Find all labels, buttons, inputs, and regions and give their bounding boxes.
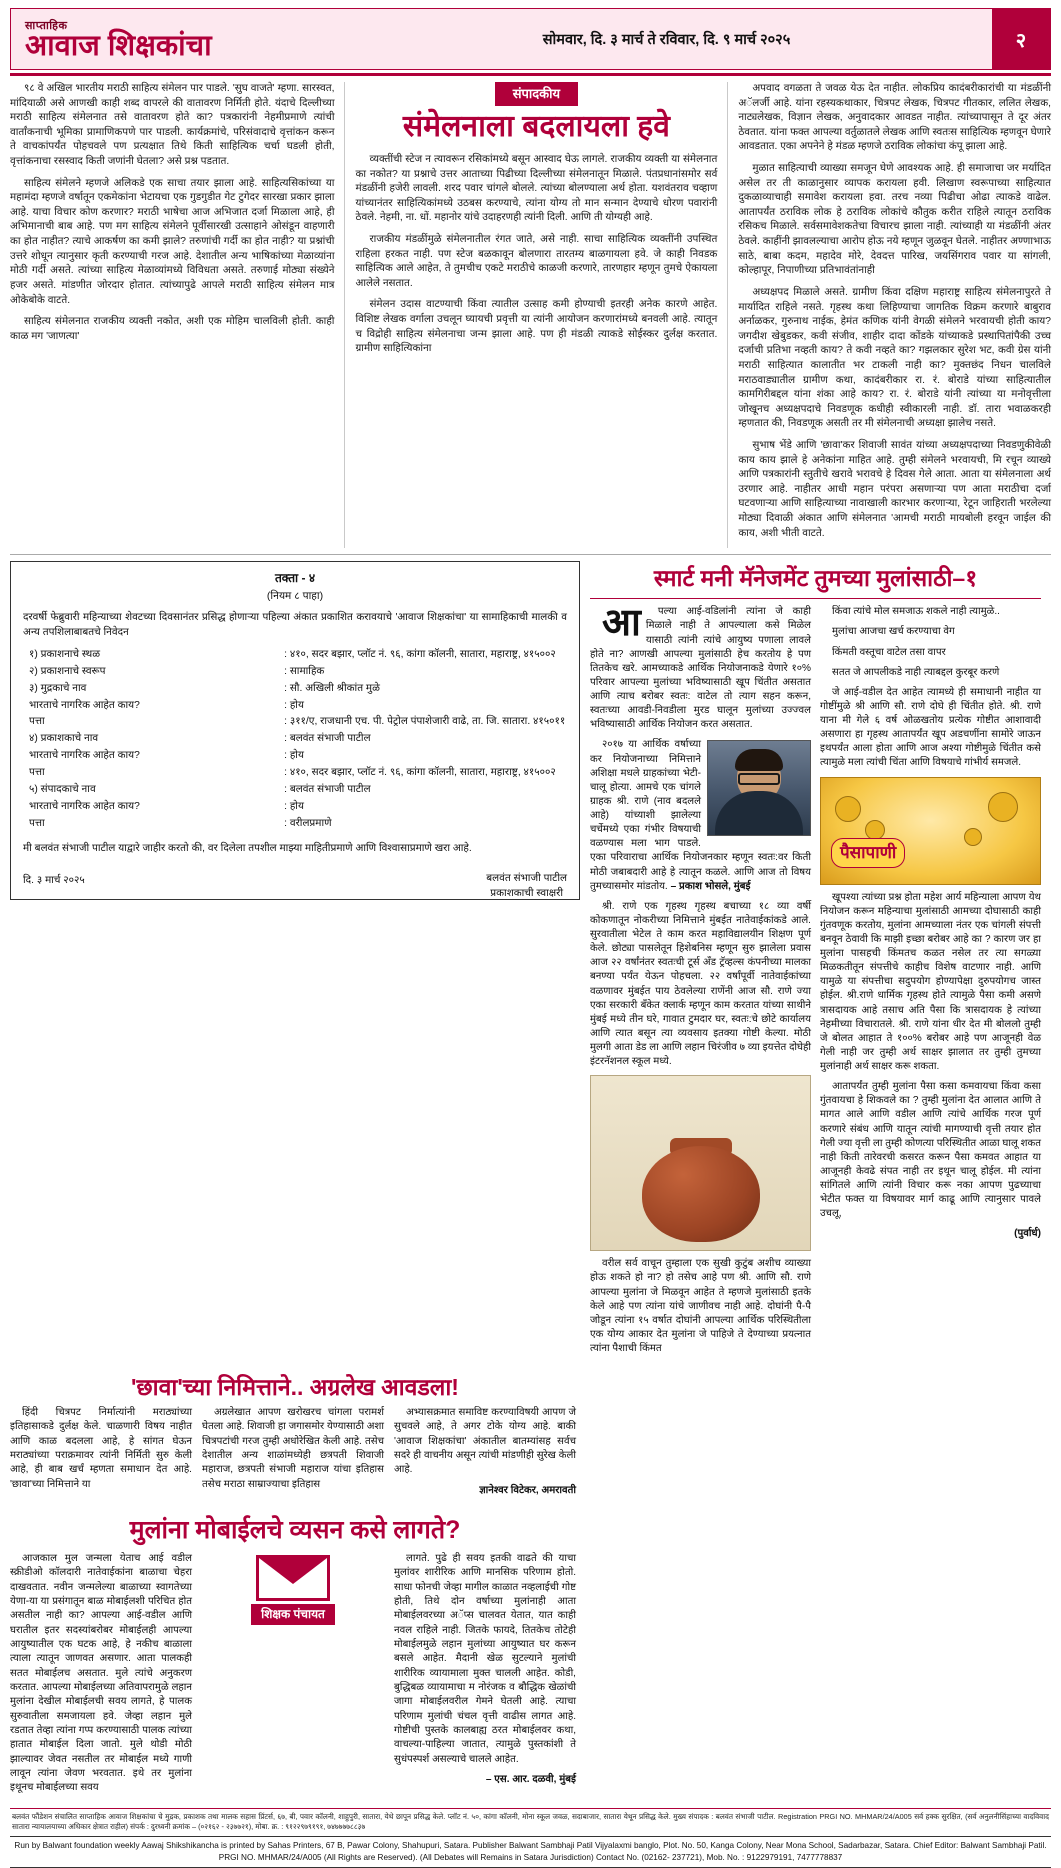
- paragraph: सतत जे आपलीकडे नाही त्याबद्दल कुरबूर करणे: [832, 666, 1000, 678]
- paragraph: आजकाल मुल जन्मला येताच आई वडील स्क्रीडीओ कॉलदारी नातेवाईकांना बाळाचा चेहरा दाखवतात. नवीन जन्मलेल्या बाळाच्या स्वागतेच्या येणा-या या प्रसंगातून बाळ मोबाईलशी परिचित होत असतील नाही का? आपल्या आई-वडील आणि घरातील इतर सदस्यांबरोबर मोबाईलही आपल्या आयुष्यातील एक घटक आहे, हे नकीच बाळाला त्याला त्यातून जाणवत असणार. आता पालकही सतत मोबाईलच असतात. मुले त्यांचे अनुकरण करतात. आपल्या मोबाईलच्या अतिवापरामुळे लहान मुलांना देखील मोबाईलची सवय लागते, हे पालक सुरुवातीला समजायला हवे. जेव्हा लहान मुले रडतात तेव्हा त्यांना गप्प करण्यासाठी पालक त्यांच्या हातात मोबाईल दिला जातो. मुले थोडी मोठी झाल्यावर जेवत नसतील तर मोबाईल मध्ये गाणी लावून त्यांना जेवण भरवतात. इथे तर मुलांना इथूनच मोबाईलच्या सवय: [10, 1553, 192, 1794]
- notice-key: ५) संपादकाचे नाव: [29, 784, 96, 796]
- paragraph-with-dropcap: [590, 602, 811, 732]
- notice-value: : बलवंत संभाजी पाटील: [284, 732, 567, 747]
- notice-row: [23, 665, 567, 680]
- paragraph: किंमती वस्तूचा वाटेल तसा वापर: [832, 646, 946, 658]
- chhava-column-1: [10, 1406, 192, 1504]
- paragraph: खूपश्या त्यांच्या प्रश्न होता महेश आर्य महिन्याला आपण येथ नियोजन करून महिन्याचा मुलांसाठी आमच्या दोघासाठी काही गुंतवणूक करतोय, मुलांना आमच्याला नंतर एक चांगली संपत्ती बनवून ठेवावी कि माझी इच्छा बरोबर आहे का ? कारण जर हा मुलांना पासहची किंमतच कळत नसेल तर त्या सगळ्या मिळकतीतून संपत्तीचे काहीच विशेष वाटणार नाही. आणि यामुळे या संपत्तीचा सदुपयोग होण्यापेक्षा दुरुपयोगच जास्त होईल. श्री.राणे धार्मिक गृहस्थ होते त्यामुळे पैसा कमी असणे त्रासदायक आहे तसाच अति पैसा कि त्रासदायक हे त्यांच्या नेहमीच्या विचारातले. श्री. राणे यांना धीर देत मी बोललो तुम्ही जे बोलत आहात ते १००% बरोबर आहे पण आजूनही वेळ गेली नाही जर तुम्ही अर्थ साक्षर झालात तर तुम्ही तुमच्या मुलांनाही अर्थ साक्षर करू शकता.: [820, 891, 1041, 1073]
- notice-key: पत्ता: [29, 817, 45, 829]
- author-byline: – प्रकाश भोसले, मुंबई: [670, 880, 751, 892]
- column-divider: [344, 82, 345, 548]
- editorial-column-1: [10, 82, 334, 548]
- notice-key: २) प्रकाशनाचे स्वरूप: [29, 665, 106, 677]
- paragraph: अग्रलेखात आपण खरोखरच चांगला परामर्श घेतला आहे. शिवाजी हा जगासमोर येण्यासाठी अशा चित्रपटांची गरज तुम्ही अधोरेखित केली आहे. तसेच देशातील अन्य शाळांमध्येही छत्रपती शिवाजी महाराज, छत्रपती संभाजी महाराज यांचा इतिहास तसेच मराठा साम्राज्याचा इतिहास: [202, 1407, 384, 1490]
- notice-row: [23, 766, 567, 781]
- smart-money-headline: स्मार्ट मनी मॅनेजमेंट तुमच्या मुलांसाठी–१: [590, 561, 1041, 599]
- notice-value: : वरीलप्रमाणे: [284, 817, 567, 832]
- article-author: – एस. आर. दळवी, मुंबई: [485, 1774, 576, 1786]
- page-number: २: [992, 9, 1050, 69]
- notice-key: पत्ता: [29, 767, 45, 779]
- notice-key: भारताचे नागरिक आहेत काय?: [29, 699, 140, 711]
- notice-key: ४) प्रकाशकाचे नाव: [29, 733, 99, 745]
- notice-key: भारताचे नागरिक आहेत काय?: [29, 750, 140, 762]
- mobile-column-2: [202, 1552, 384, 1802]
- paragraph: राजकीय मंडळींमुळे संमेलनातील रंगत जाते, असे नाही. साचा साहित्यिक व्यक्तींनी उपस्थित राहिला हरकत नाही. पण स्टेज बळकावून बोलणारा तारतम्य बाळगायला हवे. जे काही निवडक साहित्यिक आले आहेत, ते तुमचीच एकटे मराठीचे काळजी करणारे, तारणहार म्हणून तुमचे ऐकायला आलेले नसतात.: [355, 234, 718, 289]
- signature-role: प्रकाशकाची स्वाक्षरी: [490, 888, 564, 900]
- paragraph: साहित्य संमेलनात राजकीय व्यक्ती नकोत, अशी एक मोहिम चालविली होती. काही काळ मग 'जाणत्या': [10, 316, 335, 342]
- notice-value: : होय: [284, 800, 567, 815]
- paragraph: किंवा त्यांचे मोल समजाऊ शकले नाही त्यामुळे..: [832, 606, 1000, 618]
- dropcap: आ: [602, 602, 641, 645]
- section-divider: [10, 554, 1051, 555]
- mobile-columns: [10, 1552, 580, 1802]
- mobile-column-1: [10, 1552, 192, 1802]
- paragraph: श्री. राणे एक गृहस्थ गृहस्थ बचाच्या १८ व्या वर्षी कोकणातून नोकरीच्या निमित्ताने मुंबईत नातेवाईकांकडे आले. सुरवातीला भेटेल ते काम करत महाविद्यालयीन शिक्षण पूर्ण केले. छोट्या पासलेतून हिशेबनिस म्हणून सुरु झालेला प्रवास आज २२ वर्षांनंतर स्वतःची टूर्स अँड ट्रॅव्हल्स कंपनीच्या मालका बनण्या पर्यंत येऊन पोहचला. २२ वर्षांपूर्वी नातेवाईकांच्या वळणावर मुंबईत पाय ठेवलेल्या राणेंनी आज सौ. राणे ज्या एका सरकारी बँकेत क्लार्क म्हणून काम करतात यांच्या साथीने मुंबई मध्ये तीन घरे, गावात टुमदार घर, स्वतः:चे छोटे कार्यालय आणि त्यात बसून त्या व्यवसाय इतक्या गोष्टी केल्या. मोठी मुलगी आता डेड ला आणि लहान चिरंजीव ७ व्या इयत्तेत दोघेही इंटरनॅशनल स्कूल मध्ये.: [590, 900, 811, 1068]
- notice-value: : होय: [284, 699, 567, 714]
- editorial-column-2: [355, 82, 717, 548]
- notice-row: [23, 749, 567, 764]
- notice-row: [23, 715, 567, 730]
- paragraph: ९८ वे अखिल भारतीय मराठी साहित्य संमेलन पार पाडले. 'सुघ वाजते' म्हणा. सारस्वत, मांदियाळी असे आणखी काही शब्द वापरले की वातावरण निर्मिती होते. यंदाचे दिल्लीच्या मराठी साहित्य संमेलनात तसे वातावरण होते का? पत्रकारांनी नेहमीप्रमाणे त्यांची वार्तांकनाची भूमिका प्रामाणिकपणे पार पाडली. कार्यक्रमांचे, परिसंवादाचे वृत्तांकन करून ते वाचकांपर्यंत पोहचवले पण प्रत्यक्षात तिथे किती साहित्यिक चर्चा घडली होती, वृत्तांकनाचा रसस्वाद किती जणांनी घेतला? असे प्रश्न पडतात.: [10, 83, 335, 168]
- paragraph: [590, 738, 811, 893]
- notice-key: ३) मुद्रकाचे नाव: [29, 682, 87, 694]
- notice-row: [23, 783, 567, 798]
- editorial-column-3: [738, 82, 1051, 548]
- notice-key: १) प्रकाशनाचे स्थळ: [29, 648, 101, 660]
- notice-row: [23, 648, 567, 663]
- photo-glasses: [738, 773, 780, 785]
- notice-date: दि. ३ मार्च २०२५: [23, 874, 85, 886]
- notice-title: तक्ता - ४: [274, 571, 316, 586]
- author-photo: [707, 740, 811, 836]
- notice-row: [23, 800, 567, 815]
- masthead-title: आवाज शिक्षकांचा: [25, 30, 212, 63]
- paragraph: सुभाष भेंडे आणि 'छावा'कर शिवाजी सावंत यांच्या अध्यक्षपदाच्या निवडणुकीवेळी काय काय झाले हे अनेकांना माहित आहे. तुम्ही संमेलने भरवायची, मि रचून व्याख्ये आणि पत्रकारांनी स्तुतीचे खरावे भरावचे हे दिवस गेले आता. आता या संमेलनाला अर्थ उरणार आहे. नाहीतर आधी महान परंपरा असणाऱ्या पण आता मराठीचा दर्जा घटवणाऱ्या आणि साहित्याच्या नावाखाली कारभार करणाऱ्या, रेटून जाहिराती भरलेल्या मोठ्या दिवाळी अंकात आणि संमेलनात 'आमची मराठी मायबोली हरवून जाईल की काय, अशी भीती वाटते.: [738, 440, 1051, 539]
- paragraph: अपवाद वगळता ते जवळ येऊ देत नाहीत. लोकप्रिय कादंबरीकारांची या मंडळींनी अॅलर्जी आहे. यांना रहस्यकथाकार, चित्रपट लेखक, चित्रपट गीतकार, ललित लेखक, नाट्यलेखक, विज्ञान लेखक, अनुवादकार आवडत नाहीत. त्यांच्यापासून ते दूर अंतर ठेवतात. यांना फक्त आपल्या वर्तुळातले लेखक आणि स्वतःस साहित्यिक म्हणवून घेणारे आवडतात. एका अपनेने हे मंडळ म्हणजे ठराविक लोकांचा कंपू झाला आहे.: [738, 83, 1051, 153]
- footer-english: Run by Balwant foundation weekly Aawaj Shikshikancha is printed by Sahas Printers, 67 B, Pawar Colony, Shahupuri, Satara. Publisher Balwant Sambhaji Patil Vijyalaxmi banglo, Plot. No. 50, Kanga Colony, Near Mona School, Sadarbazar, Satara. Chief Editor: Balwant Sambhaji Patil. PRGI NO. MHMAR/24/A005 (All Rights are Reserved). (All Debates will Remains in Satara Jurisdiction) Contact No. (02162- 237721), Mob. No. : 9122979191, 7477778837: [10, 1836, 1051, 1868]
- photo-hair: [735, 749, 783, 771]
- notice-declaration: मी बलवंत संभाजी पाटील याद्वारे जाहीर करतो की, वर दिलेला तपशील माझ्या माहितीप्रमाणे आणि विश्वासाप्रमाणे खरा आहे.: [23, 842, 472, 854]
- coin-icon: [988, 792, 1018, 822]
- masthead-kicker: साप्ताहिक: [25, 20, 68, 33]
- notice-lead: दरवर्षी फेब्रुवारी महिन्याच्या शेवटच्या दिवसानंतर प्रसिद्ध होणाऱ्या पहिल्या अंकात प्रकाशित करावयाचे 'आवाज शिक्षकांचा' या सामाहिकाची मालकी व अन्य तपशिलाबाबतचे निवेदन: [23, 611, 567, 638]
- mobile-headline: मुलांना मोबाईलचे व्यसन कसे लागते?: [129, 1516, 461, 1545]
- editorial-badge: संपादकीय: [495, 82, 578, 106]
- mobile-column-3: [394, 1552, 576, 1802]
- chhava-column-2: [202, 1406, 384, 1504]
- footer-marathi: बलवंत फौंडेशन संचालित साप्ताहिक आवाज शिक्षकांचा चे मुद्रक, प्रकाशक तथा मालक सहास प्रिंटर्स, ६७, बी, पवार कॉलनी, शाहुपुरी, सातारा, येथे छापून प्रसिद्ध केले. प्लॉट नं. ५०, कांगा कॉलनी, मोना स्कूल जवळ, सदाबाजार, सातारा येथून प्रसिद्ध केले. मुख्य संपादक : बलवंत संभाजी पाटील. Registration PRGI NO. MHMAR/24/A005 सर्व हक्क सुरक्षित, (सर्व अनुलनीसिंहाच्या वादविवाद सातारा न्यायालयाच्या अधिकार क्षेत्रात राहील) संपर्क : दुरध्वनी क्रमांक – (०२१६२ - २३७७२१), मोबा. क्र. : ९१२२९७९१९१, ७४७७७७८८३७: [12, 1811, 1049, 1831]
- paragraph: लागते. पुढे ही सवय इतकी वाढते की याचा मुलांवर शारीरिक आणि मानसिक परिणाम होतो. साधा फोनची जेव्हा मागील काळात नव्हलाईची गोष्ट होती, तिथे दोन वर्षाच्या मुलांनाही आता मोबाईलवरच्या अॅप्स चालवत येतात, यात काही नवल राहिले नाही. जितके फायदे, तितकेच तोटेही मोबाईलमुळे लहान मुलांच्या आयुष्यात घर करून बसले आहेत. मैदानी खेळ सुटल्याने मुलांची शारीरिक व्यायामाला मुक्त चालली आहेत. कोडी, बुद्धिबळ व्यायामाचा म नोरंजक व बौद्धिक खेळांची जागा मोबाईलवरील गेमने घेतली आहे. त्याचा परिणाम मुलांची चंचल वृत्ती वाढीस लागत आहे. गोष्टीची पुस्तके कालबाह्य ठरत मोबाईलवर कथा, वाचल्या-पाहिल्या जातात, त्यामुळे पुस्तकांशी ते सुधंपस्पर्श असल्याचे चालले आहेत.: [394, 1553, 576, 1765]
- smart-money-column-2: [820, 605, 1041, 1362]
- envelope-icon: [256, 1555, 330, 1601]
- paragraph: अभ्यासक्रमात समाविष्ट करण्याविषयी आपण जे सुचवले आहे, ते अगर टोके योग्य आहे. बाकी 'आवाज शिक्षकांचा' अंकातील बातम्यांसह सर्वच सदरे ही वाचनीय असून त्यांची मांडणीही सुरेख केली आहे.: [394, 1407, 576, 1476]
- notice-row: [23, 699, 567, 714]
- smart-money-column-1: [590, 602, 811, 1362]
- coin-icon: [865, 820, 885, 840]
- paragraph: व्यक्तींची स्टेज न त्यावरून रसिकांमध्ये बसून आस्वाद घेऊ लागले. राजकीय व्यक्ती या संमेलनात का नकोत? या प्रश्नाचे उत्तर आताच्या पिढीच्या दिल्लीच्या संमेलनातून मिळाले. पंतप्रधानांसमोर सर्व मंडळींनी हजेरी लावली. शरद पवार चांगले बोलले. त्यांच्या बोलण्याला अर्थ होता. यशवंतराव चव्हाण यांच्यानंतर साहित्यिकांमध्ये उठबस करण्याचे, त्यांना योग्य तो मान सन्मान देण्याचे धोरण पवारांनी ठेवले. नेहमी, ना. धों. महानोर यांचे उदाहरणही त्यांनी दिली. आणि ती योग्यही आहे.: [355, 153, 718, 224]
- paisapani-label: पैसापाणी: [831, 838, 905, 868]
- notice-subtitle: (नियम ८ पाहा): [266, 589, 324, 602]
- ownership-notice: [10, 561, 580, 899]
- paragraph-text: २०१७ या आर्थिक वर्षाच्या कर नियोजनाच्या निमित्ताने अशिक्षा मधले ग्राहकांच्या भेटी-चालू होत्या. आमचे एक चांगले ग्राहक श्री. राणे (नाव बदलले आहे) यांच्याशी झालेल्या चर्चेमध्ये एका गंभीर विषयाची वळण्यास मला भाग पाडले. एका परिवाराचा आर्थिक नियोजनकार म्हणून स्वतः:वर किती मोठी जबाबदारी आहे हे त्यातून कळले. आणि आज तो विषय तुमच्यासमोर मांडतोय.: [590, 739, 811, 892]
- paragraph: मुलांचा आजचा खर्च करण्याचा वेग: [832, 626, 955, 638]
- editorial-headline: संमेलनाला बदलायला हवे: [402, 110, 670, 144]
- coin-icon: [964, 828, 982, 846]
- notice-row: [23, 732, 567, 747]
- notice-value: : ४१०, सदर बझार, प्लॉट नं. ९६, कांगा कॉलनी, सातारा, महाराष्ट्र, ४१५००२: [284, 648, 567, 663]
- shikshak-panchayat-logo: [231, 1555, 355, 1631]
- paisapani-logo: [820, 777, 1041, 885]
- notice-row: [23, 682, 567, 697]
- masthead-brand: [11, 9, 341, 69]
- paragraph: साहित्य संमेलने म्हणजे अलिकडे एक साचा तयार झाला आहे. साहित्यसिकांच्या या महामंदा म्हणजे वर्षातून एकमेकांना भेटायचा एक गुडगुडीत गेट टुगेदर सारखा प्रकार झाला आहे. याचा विचार कोण करणार? मराठी भाषेचा आज अभिजात दर्जा मिळाला आहे, ही अभिमानाची बाब आहे. पण मग साहित्य संमेलने पूर्वीसारखी उत्साहाने ओसंडून वाहणारी का होत नाहीत? त्याचे आकर्षण का कमी झाले? तरुणांची गर्दी का होत नाही? या प्रश्नांची उत्तरे शोधून त्यानुसार कृती करण्याची गरज आहे. देशातील अन्य भाषिकांच्या मेळाव्यांना मोठी गर्दी असते. त्यांच्या साहित्य मेळाव्यांमध्ये विविधता असते. तरुणाई मोठ्या संख्येने हजर असते. मांडणीत जोरदार होतात. त्यांच्यापुढे आपले मराठी साहित्य संमेलन मात्र ओकेबोके वाटते.: [10, 177, 335, 306]
- paragraph: जे आई-वडील देत आहेत त्यामध्ये ही समाधानी नाहीत या गोष्टींमुळे श्री आणि सौ. राणे दोघे ही चिंतीत होते. श्री. राणे याना मी गेले ६ वर्ष ओळखतोय प्रत्येक गोष्टीत आशावादी असणारा हा गृहस्थ आतापर्यंत खूप अडचणींना सामोरे जाऊन इथपर्यंत आला होता आणि आज अश्या गोष्टीमुळे चिंतीत कसे त्यामुळे मला त्यांची चिंता आणि विषयाचे गांभीर्य समजले.: [820, 686, 1041, 769]
- notice-key: पत्ता: [29, 716, 45, 728]
- notice-row: [23, 817, 567, 832]
- money-pot-photo: [590, 1075, 811, 1251]
- paragraph: मुळात साहित्याची व्याख्या समजून घेणे आवश्यक आहे. ही समाजाचा जर मर्यादित असेल तर ती काळानुसार व्यापक करायला हवी. लिखाण स्वरूपाच्या साहित्यात दुकळाव्याचाही समावेश करायला हवा. तरच नव्या पिढीचा ओढा त्याकडे वाढेल. आतापर्यंत ठराविक लोक हे ठराविक लोकांचे कौतुक करीत राहिले त्यातून ठराविक रसिकच मिळाले. सर्वसमावेशकतेचा विचारच झाला नाही. त्यांच्याही या मंडळींनी अंतर ठेवले. काहींनी झावलल्याचा आरोप होऊ नये म्हणून जुळवून घेतले. नाहीतर अण्णाभाऊ साठे, बाबा कदम, महादेव मोरे, देवदत्त पारिख, जयसिंगराव पवार या सांगली, कोल्हापूर, निपाणीच्या प्रतिभावंतांनाही: [738, 163, 1051, 277]
- middle-section: [10, 561, 1051, 1362]
- logo-label: शिक्षक पंचायत: [251, 1604, 335, 1625]
- notice-value: : ४१०, सदर बझार, प्लॉट नं. ९६, कांगा कॉलनी, सातारा, महाराष्ट्र, ४१५००२: [284, 766, 567, 781]
- notice-value: : बलवंत संभाजी पाटील: [284, 783, 567, 798]
- paragraph: आतापर्यंत तुम्ही मुलांना पैसा कसा कमवायचा किंवा कसा गुंतवायचा हे शिकवले का ? तुम्ही मुलांना देत आलात आणि ते मागत आले आणि वडील आणि त्यांचे आर्थिक गरज पूर्ण करणारे संबंध आणि यातून त्यांची मागण्याची वृत्ती तयार होत गेली ज्या वृत्ती ला तुम्ही कोणत्या परिस्थितीत आळा घालू शकत नाही किती तारेवरची कसरत करून पैसा कमवत आहात या आजूनही केवढे संपत नाही तर इथून चालू होईल. मी त्यांना सांगितले आणि त्यांनी विचार करू नका आपण पुढच्याचा भेटीत फक्त या विषयावर मार्ग काढू आणि त्यानुसार पावले उचलू,: [820, 1081, 1041, 1220]
- notice-value: : होय: [284, 749, 567, 764]
- column-divider: [727, 82, 728, 548]
- masthead-date: सोमवार, दि. ३ मार्च ते रविवार, दि. ९ मार्च २०२५: [542, 32, 791, 48]
- masthead-rule: [10, 73, 1051, 76]
- coin-icon: [835, 796, 861, 822]
- chhava-column-3: [394, 1406, 576, 1504]
- paragraph: अध्यक्षपद मिळाले असते. ग्रामीण किंवा दक्षिण महाराष्ट्र साहित्य संमेलनापुरते ते मार्यादित राहिले नसते. गृहस्थ कथा लिहिण्याचा जागतिक विक्रम करणारे बाबुराव अर्नाळकर, गुरुनाथ नाईक, हेमंत कणिक यांनी वेगळी संमेलने भरवायची होती काय? जगदीश खेबुडकर, कवी संजीव, शाहीर दादा कोंडके यांच्याकडे प्रस्थापितांपैकी उच्च दर्जाची प्रतिभा नव्हती काय? ते कवी नव्हते का? गझलकार सुरेश भट, कवी ग्रेस यांनी मराठी साहित्यात कालातीत भर टाकली नाही का? मुक्तछंद निधन चालविले मराठवाड्यातील ग्रामीण कथा, कादंबरीकार रा. रं. बोराडे यांच्या साहित्यातील कामगिरीबद्दल यांना शंका आहे काय? रा. रं. बोराडे यांनी त्यांच्या या मनोवृत्तीला जोखूनच अध्यक्षपदाचे निवडणूक कधीही स्वीकारली नाही. डॉ. तारा भवाळकरही म्हणतात की, निवडणूक असती तर मी संमेलनाची अध्यक्षा झालेच नसते.: [738, 286, 1051, 430]
- paragraph: संमेलन उदास वाटण्याची किंवा त्यातील उत्साह कमी होण्याची इतरही अनेक कारणे आहेत. विशिष्ट लेखक वर्गाला उचलून घ्यायची प्रवृत्ती या त्यांनी आयोजन करणारांमध्ये बनवली आहे. त्यातून च विद्रोही साहित्य संमेलनाचा जन्म झाला आहे. पण ही मंडळी त्याकडे सोईस्कर दुर्लक्ष करतात. ग्रामीण साहित्यिकांना: [355, 299, 718, 355]
- smart-money-article: [590, 561, 1041, 1362]
- article-end-note: (पुर्वार्ध): [1014, 1228, 1041, 1240]
- masthead: [10, 8, 1051, 70]
- notice-value: : सौ. अखिली श्रीकांत मुळे: [284, 682, 567, 697]
- signature-name: बलवंत संभाजी पाटील: [486, 872, 567, 884]
- pot-coins: [597, 1220, 804, 1246]
- chhava-columns: [10, 1406, 580, 1504]
- editorial-section: [10, 82, 1051, 548]
- notice-value: : सामाहिक: [284, 665, 567, 680]
- editorial-badge-wrap: [355, 82, 717, 108]
- letter-author: ज्ञानेश्वर विटेकर, अमरावती: [479, 1484, 576, 1496]
- notice-key: भारताचे नागरिक आहेत काय?: [29, 801, 140, 813]
- paragraph: वरील सर्व वाचून तुम्हाला एक सुखी कुटुंब अशीच व्याख्या होऊ शकते हो ना? हो तसेच आहे पण श्री. आणि सौ. राणे आपल्या मुलांना जे मिळवून आहेत ते म्हणजे मुलांसाठी इतके केले आहे पण त्यांना यांचे जाणीवच नाही आहे. दोघांनी पै-पै जोडून त्यांना १५ वर्षात दोघांनी आपल्या आर्थिक परिस्थितीला एक योग्य आकार देत मुलांना जे पाहिजे ते देण्याच्या प्रयत्नात त्यांना पैशाची किंमत: [590, 1258, 811, 1355]
- paragraph-text: पल्या आई-वडिलांनी त्यांना जे काही मिळाले नाही ते आपल्याला कसे मिळेल यासाठी त्यांनी त्यांचे आयुष्य पणाला लावले होते ना? आणखी आपल्या मुलांसाठी हेच करतोय हे पण तितकेच खरे. आमच्याकडे आर्थिक नियोजनाकडे येणारे १०% परिवार आपल्या मुलांच्या भविष्यासाठी खूप चिंतीत असतात आणि त्याच बरोबर स्वतः: वाटेल तो त्याग सहन करून, स्वतःच्या आवडी-निवडीला मुरड घालून मुलांच्या उज्ज्वल भविष्यासाठी आर्थिक नियोजन करत असतात.: [590, 606, 811, 731]
- chhava-section: [10, 1370, 580, 1802]
- paragraph: हिंदी चित्रपट निर्मात्यांनी मराठ्यांच्या इतिहासाकडे दुर्लक्ष केले. चाळणारी विषय नाहीत आणि काळ बदलला आहे, हे सांगत घेऊन मराठ्यांच्या पराक्रमावर त्यांनी निर्मिती सुरु केली आहे, ही बाब खर्चं म्हणता समाधान देत आहे. 'छावा'च्या निमित्ताने या: [10, 1407, 192, 1490]
- chhava-headline: 'छावा'च्या निमित्ताने.. अग्रलेख आवडला!: [131, 1374, 459, 1401]
- notice-value: : ३११/ए, राजधानी एच. पी. पेट्रोल पंपाशेजारी वाढे, ता. जि. सातारा. ४१५०११: [284, 715, 567, 730]
